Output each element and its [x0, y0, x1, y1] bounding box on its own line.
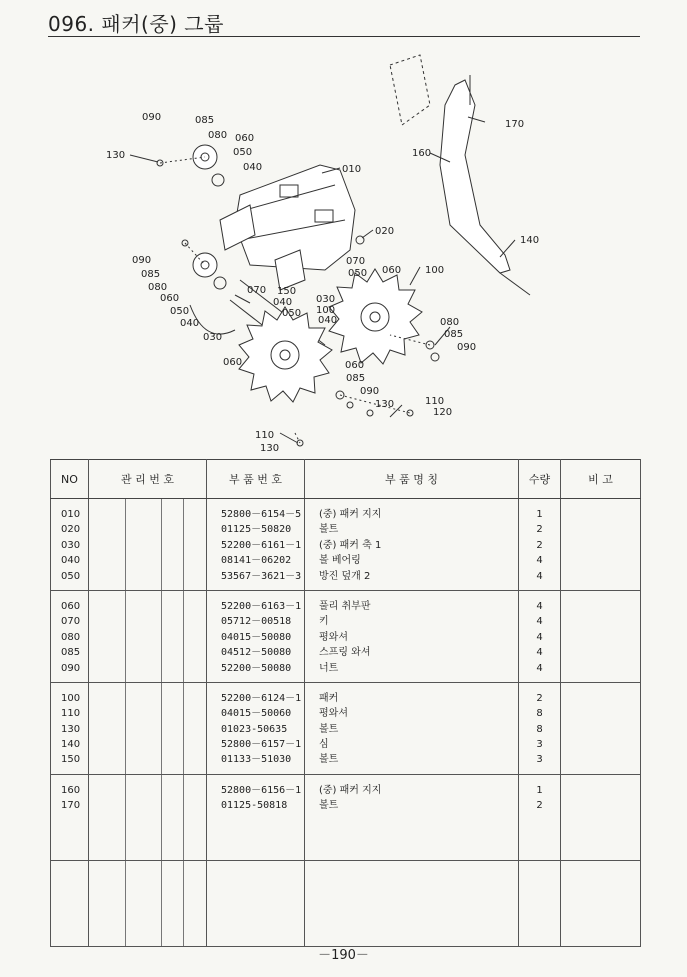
callout-label: 040 [318, 315, 338, 326]
callout-label: 150 [277, 286, 297, 297]
cell-name-value: 패커 [319, 692, 339, 704]
cell-empty [561, 860, 641, 946]
cell-empty [51, 860, 89, 946]
cell-no-value: 170 [61, 800, 81, 812]
cell-part-no-value: 52200－50080 [221, 662, 292, 674]
cell-note [561, 774, 641, 860]
cell-name-value: 볼 베어링 [319, 555, 361, 567]
callout-label: 085 [195, 115, 215, 126]
cell-name-value: 평와셔 [319, 708, 348, 720]
cell-part-no-value: 53567－3621－3 [221, 570, 302, 582]
mgmt-subcolumn-divider [161, 683, 162, 774]
cell-qty-value: 4 [536, 616, 543, 628]
callout-label: 020 [375, 226, 395, 237]
callout-label: 060 [235, 133, 255, 144]
cell-part-no-value: 08141－06202 [221, 555, 292, 567]
mgmt-subcolumn-divider [161, 499, 162, 590]
cell-qty-value: 4 [536, 662, 543, 674]
cell-qty-value: 2 [536, 692, 543, 704]
cell-no-value: 080 [61, 631, 81, 643]
cell-part-no-value: 01133－51030 [221, 754, 292, 766]
cell-no-value: 150 [61, 754, 81, 766]
mgmt-subcolumn-divider [125, 775, 126, 860]
mgmt-subcolumn-divider [161, 591, 162, 682]
cell-mgmt [89, 590, 207, 682]
callout-label: 130 [260, 443, 280, 454]
callout-label: 080 [148, 282, 168, 293]
cell-no-value: 085 [61, 647, 81, 659]
mgmt-subcolumn-divider [183, 775, 184, 860]
cell-part-no-value: 01023-50635 [221, 723, 288, 735]
cell-note [561, 590, 641, 682]
cell-part-no-value: 52800－6157－1 [221, 739, 302, 751]
cell-empty [305, 860, 519, 946]
callout-label: 060 [160, 293, 180, 304]
cell-part-no-value: 04512－50080 [221, 647, 292, 659]
cell-part-no-value: 01125-50818 [221, 800, 288, 812]
callout-label: 040 [243, 162, 263, 173]
col-header-qty: 수량 [519, 460, 561, 499]
cell-name-value: 볼트 [319, 800, 339, 812]
callout-label: 110 [255, 430, 275, 441]
callout-label: 040 [273, 297, 293, 308]
callout-label: 080 [208, 130, 228, 141]
table-row-group [51, 590, 641, 682]
callout-label: 050 [348, 268, 368, 279]
cell-empty [519, 860, 561, 946]
cell-qty-value: 3 [536, 739, 543, 751]
cell-qty-value: 3 [536, 754, 543, 766]
cell-qty-value: 4 [536, 555, 543, 567]
cell-qty-value: 2 [536, 524, 543, 536]
cell-qty-value: 4 [536, 600, 543, 612]
callout-label: 090 [132, 255, 152, 266]
title-underline [48, 36, 640, 37]
cell-no-value: 160 [61, 784, 81, 796]
cell-qty [519, 590, 561, 682]
cell-qty [519, 682, 561, 774]
cell-qty-value: 1 [536, 509, 543, 520]
cell-no-value: 090 [61, 662, 81, 674]
cell-name [305, 499, 519, 591]
callout-label: 030 [316, 294, 336, 305]
callout-label: 160 [412, 148, 432, 159]
table-header-row [51, 460, 641, 499]
cell-mgmt [89, 774, 207, 860]
cell-part-no-value: 05712－00518 [221, 616, 292, 628]
cell-no [51, 774, 89, 860]
col-header-name: 부 품 명 칭 [305, 460, 519, 499]
table-row-group [51, 499, 641, 591]
callout-label: 060 [345, 360, 365, 371]
table-row-empty [51, 860, 641, 946]
callout-label: 060 [223, 357, 243, 368]
cell-part-no-value: 01125－50820 [221, 524, 292, 536]
col-header-mgmt: 관 리 번 호 [89, 460, 207, 499]
cell-qty-value: 2 [536, 539, 543, 551]
cell-no [51, 499, 89, 591]
mgmt-subcolumn-divider [183, 683, 184, 774]
callout-label: 080 [440, 317, 460, 328]
cell-name-value: 풀리 취부판 [319, 600, 371, 612]
cell-name-value: (중) 패커 지지 [319, 784, 382, 796]
cell-no-value: 060 [61, 600, 81, 612]
callout-label: 050 [233, 147, 253, 158]
cell-no-value: 040 [61, 555, 81, 567]
cell-part-no-value: 04015－50060 [221, 708, 292, 720]
mgmt-subcolumn-divider [125, 861, 126, 946]
cell-qty-value: 8 [536, 708, 543, 720]
callout-label: 070 [247, 285, 267, 296]
cell-no [51, 682, 89, 774]
cell-qty-value: 1 [536, 784, 543, 796]
cell-qty-value: 2 [536, 800, 543, 812]
mgmt-subcolumn-divider [183, 861, 184, 946]
cell-no-value: 110 [61, 708, 81, 720]
cell-name-value: 방진 덮개 2 [319, 570, 371, 582]
cell-qty-value: 4 [536, 647, 543, 659]
cell-no-value: 100 [61, 692, 81, 704]
cell-mgmt [89, 682, 207, 774]
cell-part-no-value: 04015－50080 [221, 631, 292, 643]
callout-label: 140 [520, 235, 540, 246]
cell-no-value: 050 [61, 570, 81, 582]
cell-name-value: 심 [319, 739, 329, 751]
callout-label: 060 [382, 265, 402, 276]
callout-label: 120 [433, 407, 453, 418]
cell-qty [519, 774, 561, 860]
cell-name-value: 평와셔 [319, 631, 348, 643]
exploded-parts-diagram [90, 45, 610, 455]
cell-note [561, 682, 641, 774]
callout-label: 085 [141, 269, 161, 280]
table-row-group [51, 682, 641, 774]
callout-label: 090 [360, 386, 380, 397]
cell-no-value: 020 [61, 524, 81, 536]
cell-part-no [207, 590, 305, 682]
callout-label: 090 [142, 112, 162, 123]
callout-label: 170 [505, 119, 525, 130]
cell-no-value: 010 [61, 509, 81, 520]
col-header-part-no: 부 품 번 호 [207, 460, 305, 499]
table-row-group [51, 774, 641, 860]
callout-label: 085 [444, 329, 464, 340]
cell-note [561, 499, 641, 591]
cell-no-value: 130 [61, 723, 81, 735]
cell-part-no-value: 52800－6156－1 [221, 784, 302, 796]
page-title: 096. 패커(중) 그룹 [48, 12, 224, 36]
callout-label: 030 [203, 332, 223, 343]
cell-name [305, 682, 519, 774]
cell-qty [519, 499, 561, 591]
callout-label: 090 [457, 342, 477, 353]
cell-name [305, 774, 519, 860]
callout-label: 070 [346, 256, 366, 267]
mgmt-subcolumn-divider [161, 775, 162, 860]
cell-name [305, 590, 519, 682]
col-header-note: 비 고 [561, 460, 641, 499]
cell-qty-value: 8 [536, 723, 543, 735]
cell-no-value: 030 [61, 539, 81, 551]
callout-label: 050 [170, 306, 190, 317]
col-header-no: NO [51, 460, 89, 499]
mgmt-subcolumn-divider [183, 499, 184, 590]
cell-part-no-value: 52800－6154－5 [221, 509, 302, 520]
cell-name-value: 너트 [319, 662, 339, 674]
cell-empty [89, 860, 207, 946]
callout-label: 130 [106, 150, 126, 161]
callout-label: 100 [316, 305, 336, 316]
cell-mgmt [89, 499, 207, 591]
cell-part-no-value: 52200－6163－1 [221, 600, 302, 612]
callout-label: 040 [180, 318, 200, 329]
cell-qty-value: 4 [536, 570, 543, 582]
mgmt-subcolumn-divider [125, 683, 126, 774]
cell-name-value: 스프링 와셔 [319, 647, 371, 659]
mgmt-subcolumn-divider [125, 499, 126, 590]
cell-part-no [207, 682, 305, 774]
cell-qty-value: 4 [536, 631, 543, 643]
callout-label: 085 [346, 373, 366, 384]
callout-label: 010 [342, 164, 362, 175]
cell-name-value: 볼트 [319, 723, 339, 735]
cell-part-no [207, 499, 305, 591]
cell-part-no [207, 774, 305, 860]
callout-label: 110 [425, 396, 445, 407]
mgmt-subcolumn-divider [183, 591, 184, 682]
cell-empty [207, 860, 305, 946]
callout-label: 100 [425, 265, 445, 276]
cell-name-value: (중) 패커 지지 [319, 509, 382, 520]
mgmt-subcolumn-divider [125, 591, 126, 682]
cell-name-value: (중) 패커 축 1 [319, 539, 382, 551]
cell-no [51, 590, 89, 682]
cell-name-value: 볼트 [319, 524, 339, 536]
cell-part-no-value: 52200－6124－1 [221, 692, 302, 704]
cell-no-value: 140 [61, 739, 81, 751]
callout-label: 050 [282, 308, 302, 319]
cell-part-no-value: 52200－6161－1 [221, 539, 302, 551]
mgmt-subcolumn-divider [161, 861, 162, 946]
cell-name-value: 볼트 [319, 754, 339, 766]
parts-table [50, 459, 641, 947]
page-number: －190－ [318, 948, 369, 963]
callout-label: 130 [375, 399, 395, 410]
cell-name-value: 키 [319, 616, 329, 628]
cell-no-value: 070 [61, 616, 81, 628]
